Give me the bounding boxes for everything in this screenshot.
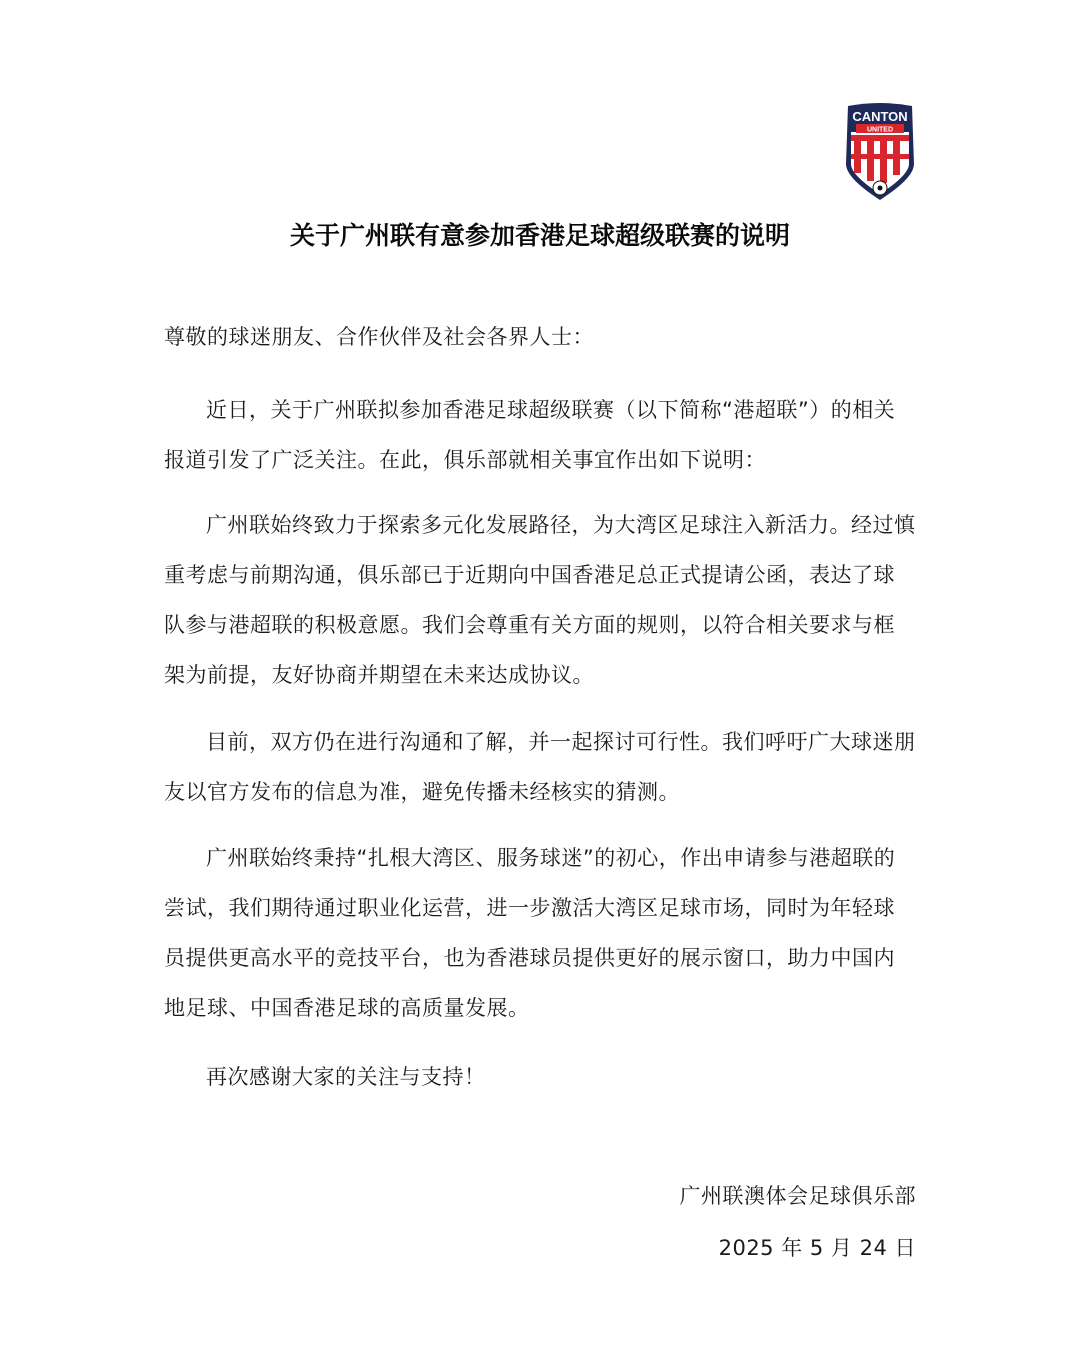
paragraph: 近日，关于广州联拟参加香港足球超级联赛（以下简称“港超联”）的相关报道引发了广泛关注。在此，俱乐部就相关事宜作出如下说明： bbox=[164, 398, 896, 472]
signature-organization: 广州联澳体会足球俱乐部 bbox=[679, 1184, 916, 1208]
signature-date: 2025 年 5 月 24 日 bbox=[718, 1236, 916, 1260]
greeting: 尊敬的球迷朋友、合作伙伴及社会各界人士： bbox=[164, 325, 594, 349]
paragraph: 广州联始终秉持“扎根大湾区、服务球迷”的初心，作出申请参与港超联的尝试，我们期待通过职业化运营，进一步激活大湾区足球市场，同时为年轻球员提供更高水平的竞技平台，也为香港球员提供更好的展示窗口，助力中国内地足球、中国香港足球的高质量发展。 bbox=[164, 846, 896, 1020]
club-crest-icon bbox=[842, 102, 918, 202]
closing-paragraph: 再次感谢大家的关注与支持！ bbox=[206, 1065, 486, 1089]
canton-united-logo bbox=[842, 102, 918, 202]
svg-text:UNITED: UNITED bbox=[866, 126, 894, 134]
paragraph: 目前，双方仍在进行沟通和了解，并一起探讨可行性。我们呼吁广大球迷朋友以官方发布的信息为准，避免传播未经核实的猜测。 bbox=[164, 730, 916, 804]
svg-text:CANTON: CANTON bbox=[852, 109, 908, 124]
document-title: 关于广州联有意参加香港足球超级联赛的说明 bbox=[289, 221, 790, 250]
paragraph: 广州联始终致力于探索多元化发展路径，为大湾区足球注入新活力。经过慎重考虑与前期沟通，俱乐部已于近期向中国香港足总正式提请公函，表达了球队参与港超联的积极意愿。我们会尊重有关方面的规则，以符合相关要求与框架为前提，友好协商并期望在未来达成协议。 bbox=[164, 513, 916, 687]
